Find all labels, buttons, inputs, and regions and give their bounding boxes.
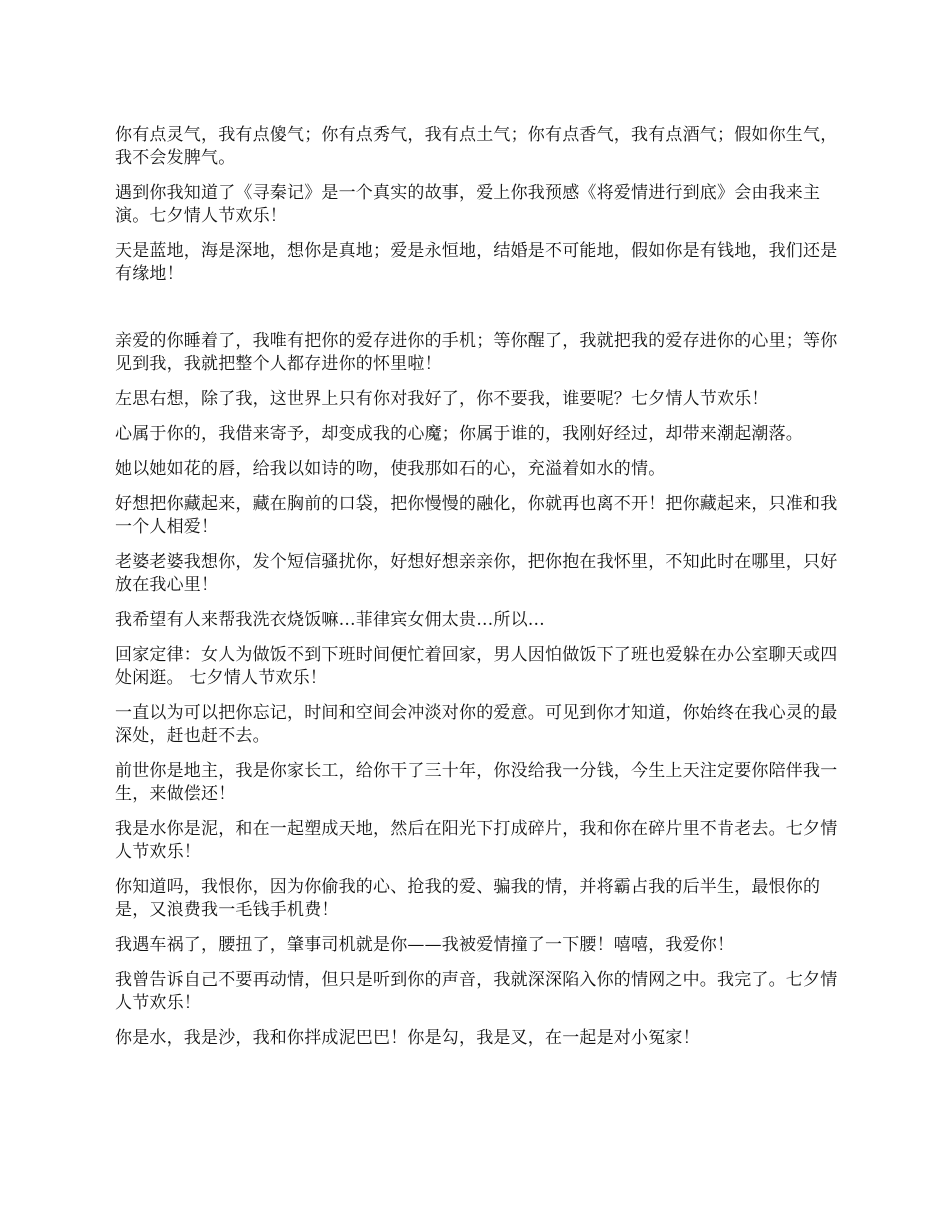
paragraph-8: 好想把你藏起来，藏在胸前的口袋，把你慢慢的融化，你就再也离不开！把你藏起来，只准和我一个人相爱！: [115, 494, 838, 537]
paragraph-7: 她以她如花的唇，给我以如诗的吻，使我那如石的心，充溢着如水的情。: [115, 459, 666, 479]
paragraph-15: 你知道吗，我恨你，因为你偷我的心、抢我的爱、骗我的情，并将霸占我的后半生，最恨你的是，又浪费我一毛钱手机费！: [115, 877, 821, 920]
paragraph-2: 遇到你我知道了《寻秦记》是一个真实的故事，爱上你我预感《将爱情进行到底》会由我来主演。七夕情人节欢乐！: [115, 183, 821, 226]
paragraph-6: 心属于你的，我借来寄予，却变成我的心魔；你属于谁的，我刚好经过，却带来潮起潮落。: [115, 424, 803, 444]
paragraph-16: 我遇车祸了，腰扭了，肇事司机就是你——我被爱情撞了一下腰！嘻嘻，我爱你！: [115, 935, 735, 955]
paragraph-13: 前世你是地主，我是你家长工，给你干了三十年，你没给我一分钱，今生上天注定要你陪伴我一生，来做偿还！: [115, 761, 838, 804]
paragraph-18: 你是水，我是沙，我和你拌成泥巴巴！你是勾，我是叉，在一起是对小冤家！: [115, 1028, 700, 1048]
paragraph-11: 回家定律：女人为做饭不到下班时间便忙着回家，男人因怕做饭下了班也爱躲在办公室聊天或四处闲逛。 七夕情人节欢乐！: [115, 645, 838, 688]
document-body: [115, 124, 845, 1062]
paragraph-3: 天是蓝地，海是深地，想你是真地；爱是永恒地，结婚是不可能地，假如你是有钱地，我们还是有缘地！: [115, 241, 838, 284]
paragraph-17: 我曾告诉自己不要再动情，但只是听到你的声音，我就深深陷入你的情网之中。我完了。七夕情人节欢乐！: [115, 970, 838, 1013]
paragraph-10: 我希望有人来帮我洗衣烧饭嘛…菲律宾女佣太贵…所以…: [115, 610, 545, 630]
paragraph-5: 左思右想，除了我，这世界上只有你对我好了，你不要我，谁要呢？七夕情人节欢乐！: [115, 389, 769, 409]
paragraph-9: 老婆老婆我想你，发个短信骚扰你，好想好想亲亲你，把你抱在我怀里，不知此时在哪里，只好放在我心里！: [115, 552, 838, 595]
paragraph-4: 亲爱的你睡着了，我唯有把你的爱存进你的手机；等你醒了，我就把我的爱存进你的心里；等你见到我，我就把整个人都存进你的怀里啦！: [115, 331, 838, 374]
paragraph-12: 一直以为可以把你忘记，时间和空间会冲淡对你的爱意。可见到你才知道，你始终在我心灵的最深处，赶也赶不去。: [115, 703, 838, 746]
paragraph-1: 你有点灵气，我有点傻气；你有点秀气，我有点土气；你有点香气，我有点酒气；假如你生气，我不会发脾气。: [115, 125, 838, 168]
paragraph-14: 我是水你是泥，和在一起塑成天地，然后在阳光下打成碎片，我和你在碎片里不肯老去。七夕情人节欢乐！: [115, 819, 838, 862]
